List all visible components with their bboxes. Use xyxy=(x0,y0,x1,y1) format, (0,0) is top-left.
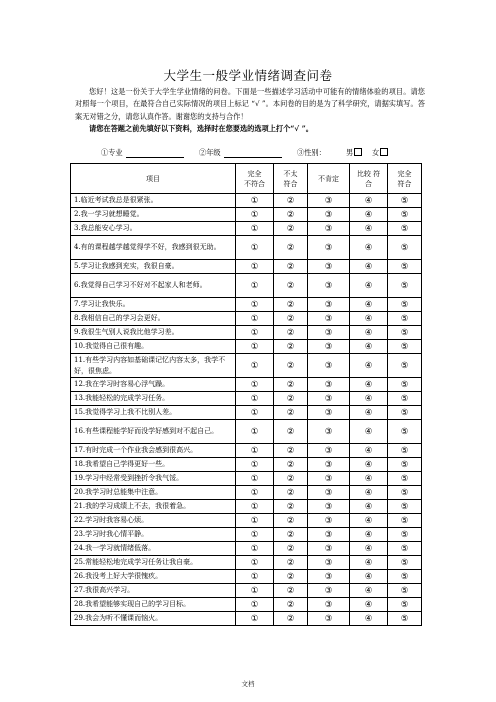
answer-option-3[interactable]: ③ xyxy=(308,420,350,444)
table-row xyxy=(71,340,422,354)
answer-option-1[interactable]: ① xyxy=(236,194,274,208)
answer-option-2[interactable]: ② xyxy=(274,326,308,340)
table-row xyxy=(71,392,422,406)
answer-option-4[interactable]: ④ xyxy=(350,598,388,612)
table-row xyxy=(71,542,422,556)
question-text: 23.学习时我心情平静。 xyxy=(71,528,236,542)
question-text: 25.常能轻松地完成学习任务让我自豪。 xyxy=(71,556,236,570)
answer-option-5[interactable]: ⑤ xyxy=(388,570,422,584)
table-row xyxy=(71,194,422,208)
question-text: 19.学习中经常受到挫折令我气馁。 xyxy=(71,472,236,486)
answer-option-1[interactable]: ① xyxy=(236,598,274,612)
answer-option-3[interactable]: ③ xyxy=(308,406,350,420)
answer-option-5[interactable]: ⑤ xyxy=(388,598,422,612)
answer-option-3[interactable]: ③ xyxy=(308,570,350,584)
answer-option-2[interactable]: ② xyxy=(274,260,308,274)
question-text: 18.我希望自己学得更好一些。 xyxy=(71,458,236,472)
table-row xyxy=(71,472,422,486)
answer-option-2[interactable]: ② xyxy=(274,420,308,444)
table-row xyxy=(71,354,422,378)
answer-option-1[interactable]: ① xyxy=(236,260,274,274)
answer-option-3[interactable]: ③ xyxy=(308,222,350,236)
answer-option-2[interactable]: ② xyxy=(274,392,308,406)
question-text: 5.学习让我感到充实，我很自豪。 xyxy=(71,260,236,274)
table-row xyxy=(71,378,422,392)
table-row xyxy=(71,208,422,222)
answer-option-2[interactable]: ② xyxy=(274,500,308,514)
answer-option-3[interactable]: ③ xyxy=(308,194,350,208)
table-row xyxy=(71,528,422,542)
question-text: 11.有些学习内容如基础课记忆内容太多，我学不好，很焦虑。 xyxy=(71,354,236,378)
answer-option-1[interactable]: ① xyxy=(236,312,274,326)
answer-option-3[interactable]: ③ xyxy=(308,500,350,514)
answer-option-4[interactable]: ④ xyxy=(350,208,388,222)
answer-option-1[interactable]: ① xyxy=(236,514,274,528)
answer-option-4[interactable]: ④ xyxy=(350,222,388,236)
answer-option-1[interactable]: ① xyxy=(236,222,274,236)
table-row xyxy=(71,420,422,444)
answer-option-1[interactable]: ① xyxy=(236,378,274,392)
answer-option-2[interactable]: ② xyxy=(274,340,308,354)
answer-option-4[interactable]: ④ xyxy=(350,340,388,354)
answer-option-2[interactable]: ② xyxy=(274,208,308,222)
male-option[interactable] xyxy=(346,148,362,158)
respondent-info xyxy=(0,148,496,158)
page-footer: 文档 xyxy=(241,680,255,688)
table-row xyxy=(71,514,422,528)
male-label: 男 xyxy=(346,148,354,157)
question-text: 10.我觉得自己很有趣。 xyxy=(71,340,236,354)
answer-option-2[interactable]: ② xyxy=(274,406,308,420)
questionnaire-table xyxy=(70,163,422,626)
answer-option-5[interactable]: ⑤ xyxy=(388,444,422,458)
answer-option-4[interactable]: ④ xyxy=(350,542,388,556)
question-text: 29.我会为听不懂课而恼火。 xyxy=(71,612,236,626)
grade-label: ②年级 xyxy=(199,148,221,157)
question-text: 22.学习时我容易心烦。 xyxy=(71,514,236,528)
header-option-1: 完全 不符合 xyxy=(236,164,274,194)
table-row xyxy=(71,444,422,458)
answer-option-4[interactable]: ④ xyxy=(350,514,388,528)
answer-option-3[interactable]: ③ xyxy=(308,298,350,312)
answer-option-4[interactable]: ④ xyxy=(350,298,388,312)
answer-option-1[interactable]: ① xyxy=(236,392,274,406)
answer-option-1[interactable]: ① xyxy=(236,236,274,260)
answer-option-5[interactable]: ⑤ xyxy=(388,222,422,236)
table-row xyxy=(71,570,422,584)
answer-option-5[interactable]: ⑤ xyxy=(388,274,422,298)
male-checkbox[interactable] xyxy=(354,148,362,156)
answer-option-3[interactable]: ③ xyxy=(308,584,350,598)
answer-option-5[interactable]: ⑤ xyxy=(388,458,422,472)
answer-option-4[interactable]: ④ xyxy=(350,354,388,378)
question-text: 9.我很生气别人说我比他学习差。 xyxy=(71,326,236,340)
answer-option-2[interactable]: ② xyxy=(274,598,308,612)
major-label: ①专业 xyxy=(101,148,123,157)
answer-option-4[interactable]: ④ xyxy=(350,406,388,420)
answer-option-3[interactable]: ③ xyxy=(308,542,350,556)
answer-option-1[interactable]: ① xyxy=(236,472,274,486)
answer-option-2[interactable]: ② xyxy=(274,312,308,326)
answer-option-2[interactable]: ② xyxy=(274,354,308,378)
answer-option-2[interactable]: ② xyxy=(274,570,308,584)
grade-blank[interactable] xyxy=(224,149,282,158)
header-option-3: 不肯定 xyxy=(308,164,350,194)
header-option-5: 完全 符合 xyxy=(388,164,422,194)
answer-option-5[interactable]: ⑤ xyxy=(388,236,422,260)
answer-option-2[interactable]: ② xyxy=(274,528,308,542)
answer-option-5[interactable]: ⑤ xyxy=(388,472,422,486)
answer-option-3[interactable]: ③ xyxy=(308,458,350,472)
answer-option-1[interactable]: ① xyxy=(236,528,274,542)
answer-option-3[interactable]: ③ xyxy=(308,312,350,326)
answer-option-3[interactable]: ③ xyxy=(308,486,350,500)
instruction-note: 请您在答题之前先填好以下资料，选择时在您要选的选项上打个“√ ”。 xyxy=(89,124,313,133)
question-text: 27.我很高兴学习。 xyxy=(71,584,236,598)
answer-option-5[interactable]: ⑤ xyxy=(388,194,422,208)
question-text: 7.学习让我快乐。 xyxy=(71,298,236,312)
answer-option-3[interactable]: ③ xyxy=(308,444,350,458)
questionnaire-title: 大学生一般学业情绪调查问卷 xyxy=(163,68,333,83)
question-text: 16.有些课程能学好而没学好感到对不起自己。 xyxy=(71,420,236,444)
table-row xyxy=(71,222,422,236)
table-row xyxy=(71,326,422,340)
answer-option-4[interactable]: ④ xyxy=(350,326,388,340)
answer-option-1[interactable]: ① xyxy=(236,354,274,378)
answer-option-5[interactable]: ⑤ xyxy=(388,340,422,354)
female-option[interactable] xyxy=(372,148,388,158)
answer-option-2[interactable]: ② xyxy=(274,584,308,598)
answer-option-3[interactable]: ③ xyxy=(308,392,350,406)
answer-option-4[interactable]: ④ xyxy=(350,458,388,472)
answer-option-3[interactable]: ③ xyxy=(308,236,350,260)
answer-option-1[interactable]: ① xyxy=(236,486,274,500)
answer-option-4[interactable]: ④ xyxy=(350,260,388,274)
table-row xyxy=(71,298,422,312)
answer-option-1[interactable]: ① xyxy=(236,584,274,598)
answer-option-1[interactable]: ① xyxy=(236,406,274,420)
answer-option-2[interactable]: ② xyxy=(274,542,308,556)
answer-option-3[interactable]: ③ xyxy=(308,326,350,340)
answer-option-5[interactable]: ⑤ xyxy=(388,486,422,500)
answer-option-4[interactable]: ④ xyxy=(350,486,388,500)
question-text: 6.我觉得自己学习不好对不起家人和老师。 xyxy=(71,274,236,298)
question-text: 12.我在学习时容易心浮气躁。 xyxy=(71,378,236,392)
answer-option-1[interactable]: ① xyxy=(236,612,274,626)
answer-option-1[interactable]: ① xyxy=(236,326,274,340)
answer-option-1[interactable]: ① xyxy=(236,570,274,584)
answer-option-1[interactable]: ① xyxy=(236,208,274,222)
answer-option-3[interactable]: ③ xyxy=(308,612,350,626)
female-label: 女 xyxy=(372,148,380,157)
answer-option-3[interactable]: ③ xyxy=(308,354,350,378)
answer-option-5[interactable]: ⑤ xyxy=(388,514,422,528)
question-text: 20.我学习时总能集中注意。 xyxy=(71,486,236,500)
answer-option-4[interactable]: ④ xyxy=(350,378,388,392)
question-text: 28.我希望能够实现自己的学习目标。 xyxy=(71,598,236,612)
answer-option-3[interactable]: ③ xyxy=(308,598,350,612)
answer-option-1[interactable]: ① xyxy=(236,298,274,312)
answer-option-5[interactable]: ⑤ xyxy=(388,500,422,514)
answer-option-2[interactable]: ② xyxy=(274,458,308,472)
question-text: 3.我总能安心学习。 xyxy=(71,222,236,236)
table-row xyxy=(71,612,422,626)
answer-option-2[interactable]: ② xyxy=(274,236,308,260)
answer-option-2[interactable]: ② xyxy=(274,222,308,236)
question-text: 8.我相信自己的学习会更好。 xyxy=(71,312,236,326)
answer-option-5[interactable]: ⑤ xyxy=(388,528,422,542)
answer-option-2[interactable]: ② xyxy=(274,556,308,570)
answer-option-4[interactable]: ④ xyxy=(350,584,388,598)
answer-option-4[interactable]: ④ xyxy=(350,194,388,208)
female-checkbox[interactable] xyxy=(380,148,388,156)
answer-option-5[interactable]: ⑤ xyxy=(388,354,422,378)
table-row xyxy=(71,598,422,612)
answer-option-4[interactable]: ④ xyxy=(350,612,388,626)
answer-option-3[interactable]: ③ xyxy=(308,556,350,570)
answer-option-5[interactable]: ⑤ xyxy=(388,208,422,222)
table-row xyxy=(71,500,422,514)
answer-option-2[interactable]: ② xyxy=(274,298,308,312)
answer-option-5[interactable]: ⑤ xyxy=(388,612,422,626)
answer-option-4[interactable]: ④ xyxy=(350,570,388,584)
answer-option-1[interactable]: ① xyxy=(236,340,274,354)
answer-option-4[interactable]: ④ xyxy=(350,500,388,514)
header-option-4: 比较 符 合 xyxy=(350,164,388,194)
answer-option-3[interactable]: ③ xyxy=(308,528,350,542)
major-field[interactable] xyxy=(101,148,184,158)
answer-option-1[interactable]: ① xyxy=(236,274,274,298)
answer-option-3[interactable]: ③ xyxy=(308,472,350,486)
answer-option-2[interactable]: ② xyxy=(274,378,308,392)
answer-option-5[interactable]: ⑤ xyxy=(388,326,422,340)
answer-option-3[interactable]: ③ xyxy=(308,514,350,528)
answer-option-3[interactable]: ③ xyxy=(308,274,350,298)
table-row xyxy=(71,584,422,598)
answer-option-5[interactable]: ⑤ xyxy=(388,378,422,392)
answer-option-5[interactable]: ⑤ xyxy=(388,584,422,598)
answer-option-4[interactable]: ④ xyxy=(350,312,388,326)
header-row xyxy=(71,164,422,194)
question-text: 1.临近考试我总是很紧张。 xyxy=(71,194,236,208)
answer-option-1[interactable]: ① xyxy=(236,500,274,514)
answer-option-5[interactable]: ⑤ xyxy=(388,420,422,444)
answer-option-2[interactable]: ② xyxy=(274,612,308,626)
table-row xyxy=(71,260,422,274)
table-row xyxy=(71,236,422,260)
answer-option-2[interactable]: ② xyxy=(274,514,308,528)
answer-option-5[interactable]: ⑤ xyxy=(388,260,422,274)
answer-option-2[interactable]: ② xyxy=(274,486,308,500)
answer-option-5[interactable]: ⑤ xyxy=(388,542,422,556)
answer-option-3[interactable]: ③ xyxy=(308,208,350,222)
question-text: 4.有的课程越学越觉得学不好，我感到很无助。 xyxy=(71,236,236,260)
answer-option-2[interactable]: ② xyxy=(274,194,308,208)
table-row xyxy=(71,274,422,298)
answer-option-4[interactable]: ④ xyxy=(350,556,388,570)
table-row xyxy=(71,312,422,326)
question-text: 24.我一学习就情绪低落。 xyxy=(71,542,236,556)
intro-paragraph: 您好！这是一份关于大学生学业情绪的问卷。下面是一些描述学习活动中可能有的情绪体验的项目。请您对照每一个项目，在最符合自己实际情况的项目上标记 “√ ”。本问卷的目的是为了科学研究，请据实填写。答案无对错之分，请您认真作答。谢谢您的支持与合作！ xyxy=(75,87,425,121)
answer-option-4[interactable]: ④ xyxy=(350,420,388,444)
answer-option-1[interactable]: ① xyxy=(236,542,274,556)
answer-option-5[interactable]: ⑤ xyxy=(388,392,422,406)
answer-option-5[interactable]: ⑤ xyxy=(388,312,422,326)
answer-option-1[interactable]: ① xyxy=(236,458,274,472)
header-item: 项目 xyxy=(71,164,236,194)
answer-option-2[interactable]: ② xyxy=(274,444,308,458)
answer-option-2[interactable]: ② xyxy=(274,472,308,486)
answer-option-4[interactable]: ④ xyxy=(350,528,388,542)
question-text: 26.我没考上好大学很愧疚。 xyxy=(71,570,236,584)
table-row xyxy=(71,556,422,570)
table-row xyxy=(71,458,422,472)
gender-label: ③性别： xyxy=(297,148,326,157)
answer-option-4[interactable]: ④ xyxy=(350,472,388,486)
answer-option-1[interactable]: ① xyxy=(236,420,274,444)
question-text: 13.我能轻松的完成学习任务。 xyxy=(71,392,236,406)
header-option-2: 不太 符合 xyxy=(274,164,308,194)
answer-option-5[interactable]: ⑤ xyxy=(388,298,422,312)
answer-option-4[interactable]: ④ xyxy=(350,392,388,406)
table-row xyxy=(71,406,422,420)
answer-option-3[interactable]: ③ xyxy=(308,340,350,354)
major-blank[interactable] xyxy=(126,149,184,158)
grade-field[interactable] xyxy=(199,148,282,158)
answer-option-3[interactable]: ③ xyxy=(308,378,350,392)
answer-option-3[interactable]: ③ xyxy=(308,260,350,274)
question-text: 15.我觉得学习上我不比别人差。 xyxy=(71,406,236,420)
answer-option-1[interactable]: ① xyxy=(236,556,274,570)
question-text: 17.有时完成一个作业我会感到很高兴。 xyxy=(71,444,236,458)
answer-option-5[interactable]: ⑤ xyxy=(388,406,422,420)
question-text: 2.我一学习就想睡觉。 xyxy=(71,208,236,222)
question-text: 21.我的学习成绩上不去，我很着急。 xyxy=(71,500,236,514)
table-row xyxy=(71,486,422,500)
answer-option-5[interactable]: ⑤ xyxy=(388,556,422,570)
answer-option-2[interactable]: ② xyxy=(274,274,308,298)
answer-option-4[interactable]: ④ xyxy=(350,274,388,298)
answer-option-4[interactable]: ④ xyxy=(350,444,388,458)
answer-option-4[interactable]: ④ xyxy=(350,236,388,260)
answer-option-1[interactable]: ① xyxy=(236,444,274,458)
